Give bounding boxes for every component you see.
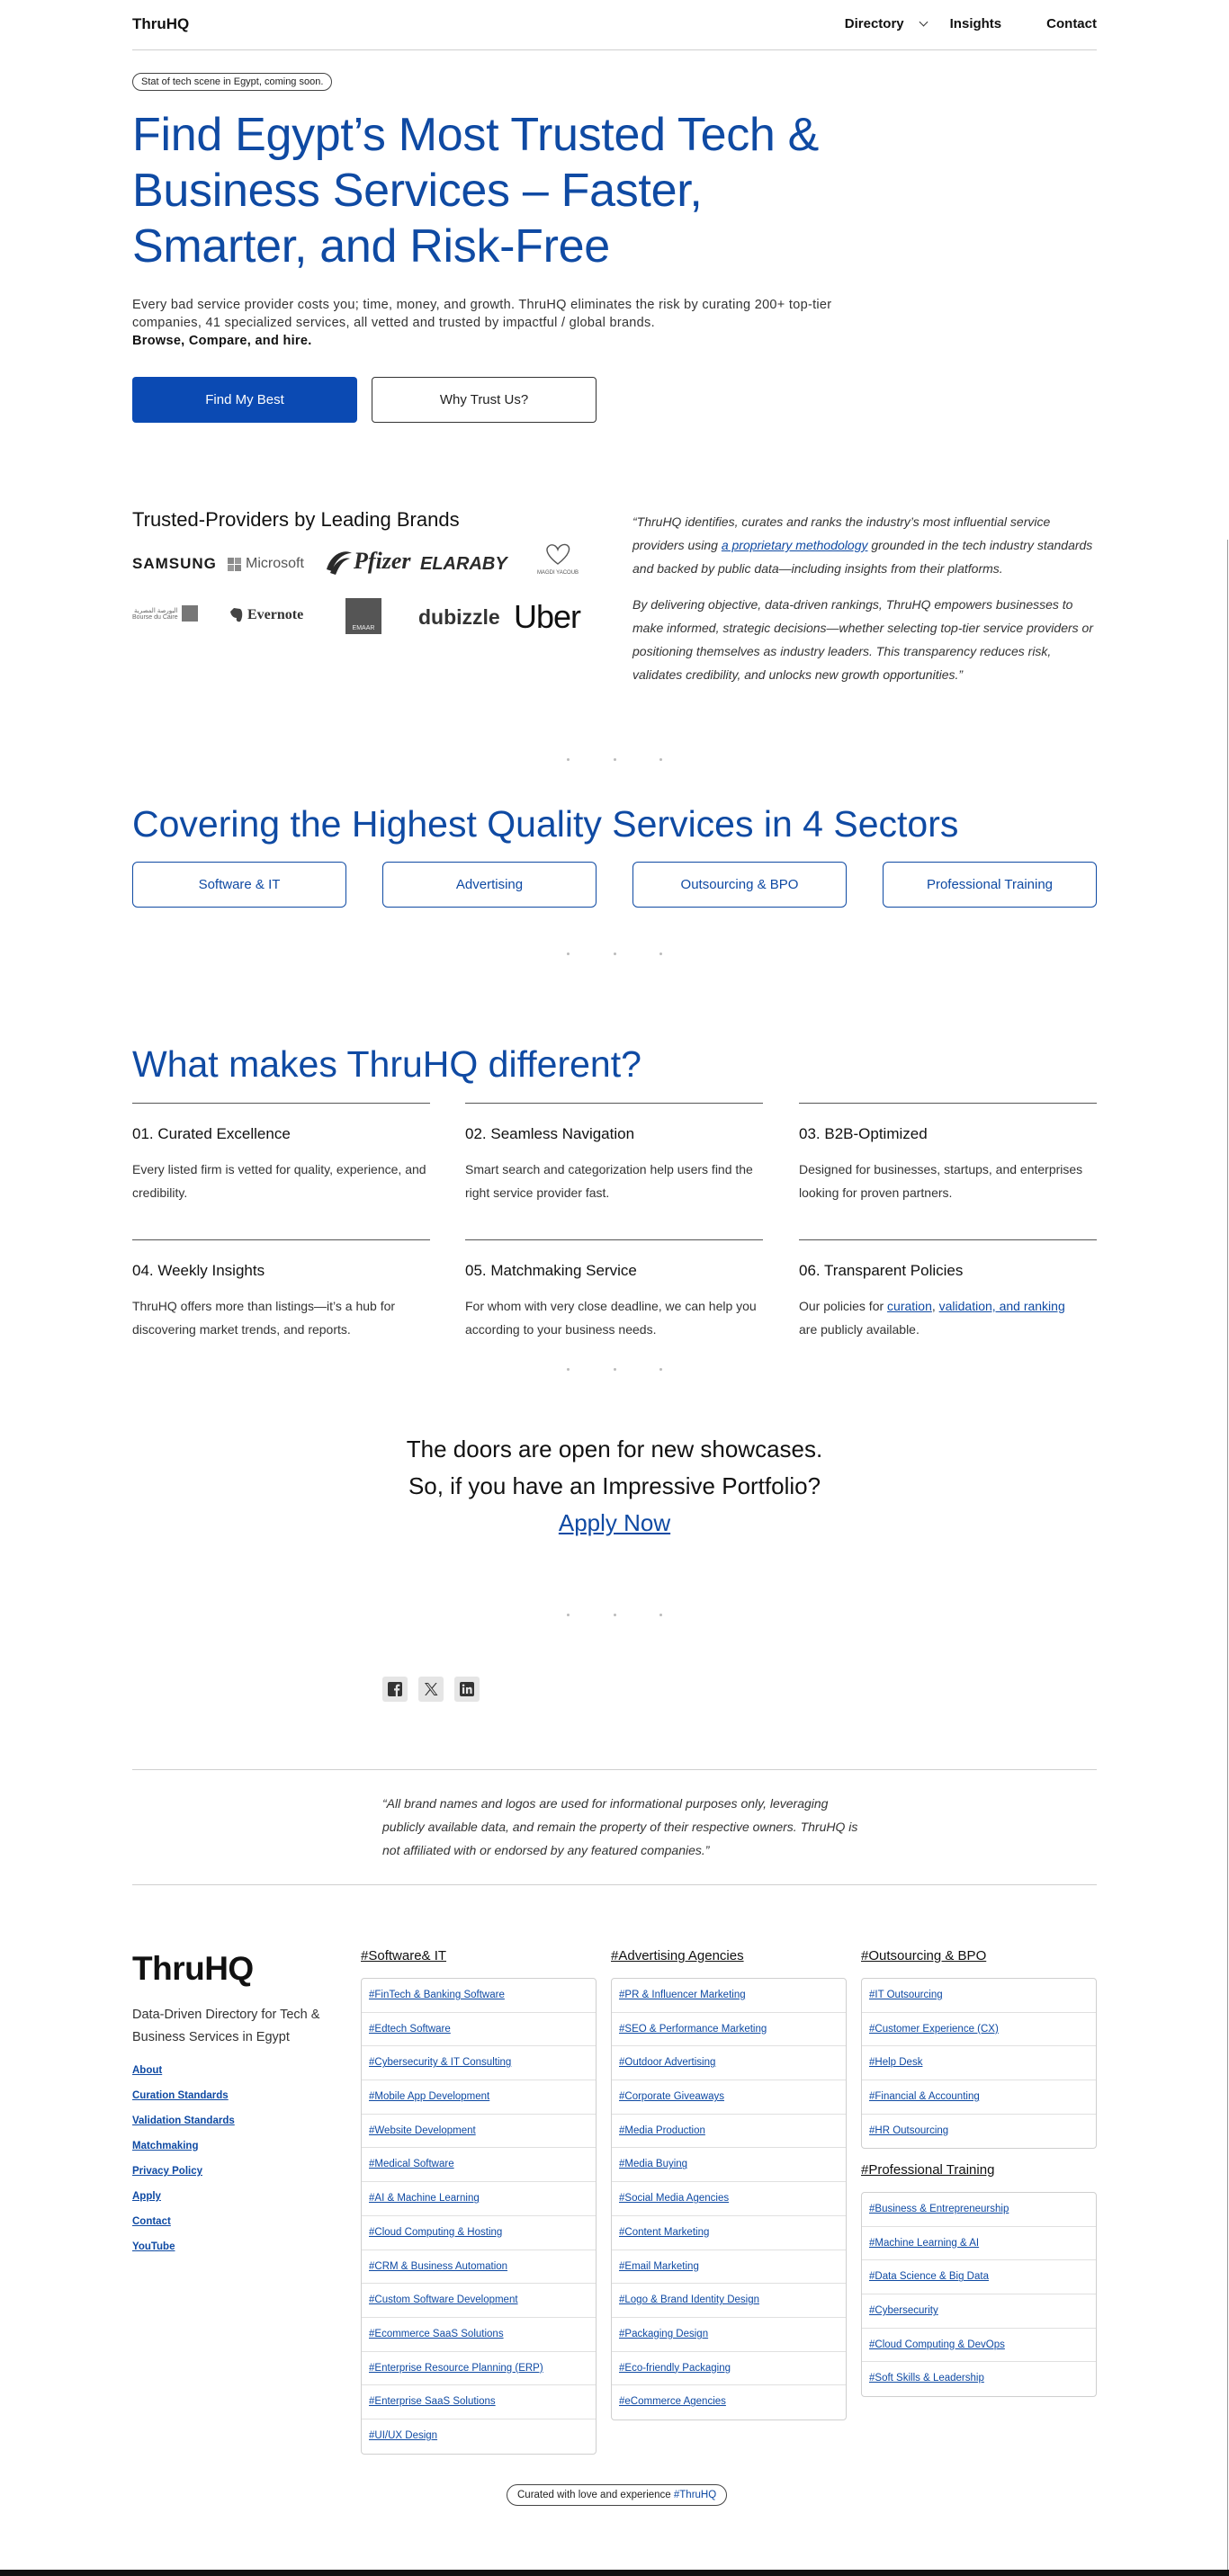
emaar-logo xyxy=(345,598,381,634)
nav-directory[interactable] xyxy=(845,16,927,31)
footer-category-link[interactable]: #Cloud Computing & Hosting xyxy=(362,2216,596,2250)
footer-category-link[interactable]: #HR Outsourcing xyxy=(869,2124,949,2136)
quote-p1-text: “ThruHQ identifies, curates and ranks the industry’s most influential service providers using xyxy=(632,514,1051,552)
footer-category-link[interactable]: #Help Desk xyxy=(862,2046,1096,2080)
brands-title: Trusted-Providers by Leading Brands xyxy=(132,508,460,531)
sector-outsourcing-button[interactable]: Outsourcing & BPO xyxy=(632,862,847,908)
footer-link-apply[interactable]: Apply xyxy=(132,2191,161,2202)
footer-category-link[interactable]: #Media Buying xyxy=(612,2148,846,2182)
footer-category-link[interactable]: #AI & Machine Learning xyxy=(362,2182,596,2216)
footer-training-list xyxy=(861,2192,1097,2397)
footer-category-link[interactable]: #Business & Entrepreneurship xyxy=(862,2193,1096,2227)
feature-card xyxy=(799,1239,1097,1341)
footer-category-link[interactable]: #UI/UX Design xyxy=(369,2429,438,2441)
pfizer-swoosh-icon xyxy=(323,546,354,577)
footer-link-validation-standards[interactable]: Validation Standards xyxy=(132,2115,235,2126)
evernote-logo-text: Evernote xyxy=(247,607,304,622)
feature-text: ThruHQ offers more than listings—it’s a hub for discovering market trends, and reports. xyxy=(132,1299,396,1337)
brand-logos xyxy=(132,544,600,643)
footer-software-list xyxy=(361,1978,597,2455)
feature-card xyxy=(132,1103,430,1204)
footer-category-link[interactable]: #Website Development xyxy=(362,2115,596,2149)
site-header xyxy=(132,0,1097,50)
uber-logo: Uber xyxy=(514,598,581,635)
cairo-bourse-arabic: البورصة المصرية xyxy=(134,607,178,614)
hero-subtitle-bold: Browse, Compare, and hire. xyxy=(132,334,312,348)
footer-link-curation-standards[interactable]: Curation Standards xyxy=(132,2090,229,2101)
feature-text: Designed for businesses, startups, and enterprises looking for proven partners. xyxy=(799,1162,1083,1200)
footer-category-link[interactable]: #Financial & Accounting xyxy=(862,2080,1096,2115)
microsoft-grid-icon xyxy=(228,558,241,571)
methodology-quote xyxy=(632,510,1097,686)
policies-text: Our policies for xyxy=(799,1299,888,1313)
x-icon[interactable] xyxy=(418,1677,444,1702)
feature-title: 05. Matchmaking Service xyxy=(465,1262,637,1279)
hero-subtitle xyxy=(132,296,834,350)
footer-tagline: Data-Driven Directory for Tech & Business Services in Egypt xyxy=(132,2008,320,2044)
footer-category-link[interactable]: #Email Marketing xyxy=(612,2250,846,2285)
evernote-elephant-icon xyxy=(228,607,244,623)
footer-category-link[interactable]: #Content Marketing xyxy=(612,2216,846,2250)
footer-category-link[interactable]: #Machine Learning & AI xyxy=(862,2227,1096,2261)
page-bottom-bar xyxy=(0,2570,1229,2576)
section-divider-dots xyxy=(567,758,662,762)
facebook-icon[interactable] xyxy=(382,1677,408,1702)
feature-text: For whom with very close deadline, we can help you according to your business needs. xyxy=(465,1299,757,1337)
footer-category-link[interactable]: #Outdoor Advertising xyxy=(612,2046,846,2080)
hero-subtitle-text: Every bad service provider costs you; time, money, and growth. ThruHQ eliminates the risk by curating 200+ top-tier companies, 41 specialized services, all vetted and trusted by impactful / global brands. xyxy=(132,298,832,330)
footer-links xyxy=(132,2064,235,2266)
heart-outline-icon xyxy=(543,542,573,566)
different-title: What makes ThruHQ different? xyxy=(132,1043,641,1085)
elaraby-logo: ELARABY xyxy=(420,554,507,574)
cairo-bourse-mark-icon xyxy=(182,605,198,622)
footer-category-link[interactable]: #Enterprise SaaS Solutions xyxy=(362,2385,596,2419)
policies-after-text: are publicly available. xyxy=(799,1322,920,1337)
sector-training-button[interactable]: Professional Training xyxy=(883,862,1097,908)
footer-link-matchmaking[interactable]: Matchmaking xyxy=(132,2141,199,2151)
nav-insights[interactable]: Insights xyxy=(949,16,1002,31)
magdi-yacoub-logo xyxy=(530,542,586,576)
divider xyxy=(132,1884,1097,1885)
samsung-logo: SAMSUNG xyxy=(132,555,217,572)
section-divider-dots xyxy=(567,1368,662,1372)
footer-category-link[interactable]: #Customer Experience (CX) xyxy=(862,2013,1096,2047)
microsoft-logo-text: Microsoft xyxy=(246,556,304,571)
social-links xyxy=(382,1677,490,1702)
footer-category-link[interactable]: #eCommerce Agencies xyxy=(619,2396,726,2408)
footer-advertising-title[interactable]: #Advertising Agencies xyxy=(611,1948,744,1963)
footer-outsourcing-title[interactable]: #Outsourcing & BPO xyxy=(861,1948,987,1963)
footer-category-link[interactable]: #Ecommerce SaaS Solutions xyxy=(362,2318,596,2352)
feature-title: 06. Transparent Policies xyxy=(799,1262,964,1279)
section-divider-dots xyxy=(567,1614,662,1617)
footer-category-link[interactable]: #Media Production xyxy=(612,2115,846,2149)
sectors-title: Covering the Highest Quality Services in 4 Sectors xyxy=(132,803,959,845)
footer-category-link[interactable]: #Enterprise Resource Planning (ERP) xyxy=(362,2352,596,2386)
header-logo[interactable]: ThruHQ xyxy=(132,15,190,32)
footer-category-link[interactable]: #Packaging Design xyxy=(612,2318,846,2352)
cairo-bourse-logo xyxy=(132,605,198,622)
footer-category-link[interactable]: #PR & Influencer Marketing xyxy=(612,1979,846,2013)
nav-directory-label: Directory xyxy=(844,16,904,31)
feature-card xyxy=(465,1239,763,1341)
footer-training-title[interactable]: #Professional Training xyxy=(861,2162,995,2178)
quote-paragraph-2: By delivering objective, data-driven rankings, ThruHQ empowers businesses to make informed, strategic decisions—whether selecting top-tier service providers or positioning themselves as industry leaders. This transparency reduces risk, validates credibility, and unlocks new growth opportunities.” xyxy=(632,597,1093,682)
footer-category-link[interactable]: #Mobile App Development xyxy=(362,2080,596,2115)
footer-link-about[interactable]: About xyxy=(132,2065,163,2076)
section-divider-dots xyxy=(567,953,662,956)
methodology-link[interactable]: a proprietary methodology xyxy=(721,538,868,552)
apply-now-link[interactable]: Apply Now xyxy=(558,1509,671,1536)
curated-text: Curated with love and experience xyxy=(517,2490,671,2500)
microsoft-logo xyxy=(228,556,304,572)
footer-category-link[interactable]: #Cybersecurity & IT Consulting xyxy=(362,2046,596,2080)
feature-title: 04. Weekly Insights xyxy=(132,1262,265,1279)
coming-soon-badge: Stat of tech scene in Egypt, coming soon. xyxy=(132,73,332,91)
footer-link-privacy-policy[interactable]: Privacy Policy xyxy=(132,2166,202,2177)
footer-software-title[interactable]: #Software& IT xyxy=(361,1948,447,1963)
footer-category-link[interactable]: #Cybersecurity xyxy=(862,2294,1096,2329)
quote-paragraph-1 xyxy=(632,510,1097,580)
magdi-yacoub-text: MAGDI YACOUB xyxy=(536,570,579,576)
apply-cta xyxy=(132,1431,1097,1542)
curated-hashtag[interactable]: #ThruHQ xyxy=(673,2490,717,2500)
linkedin-icon[interactable] xyxy=(454,1677,480,1702)
sector-buttons xyxy=(132,862,1097,908)
feature-text xyxy=(799,1294,1097,1341)
footer-category-link[interactable]: #SEO & Performance Marketing xyxy=(612,2013,846,2047)
emaar-logo-text: EMAAR xyxy=(352,625,375,631)
footer-category-link[interactable]: #Data Science & Big Data xyxy=(862,2260,1096,2294)
feature-card xyxy=(465,1103,763,1204)
feature-title: 01. Curated Excellence xyxy=(132,1125,291,1142)
footer-advertising-list xyxy=(611,1978,847,2420)
pfizer-logo-text: Pfizer xyxy=(354,548,411,574)
why-trust-us-button[interactable]: Why Trust Us? xyxy=(372,377,597,423)
dubizzle-logo: dubizzle xyxy=(418,605,500,629)
hero-title: Find Egypt’s Most Trusted Tech & Business Services – Faster, Smarter, and Risk-Free xyxy=(132,109,820,273)
footer-category-link[interactable]: #IT Outsourcing xyxy=(862,1979,1096,2013)
feature-title: 02. Seamless Navigation xyxy=(465,1125,635,1142)
footer-category-link[interactable]: #Medical Software xyxy=(362,2148,596,2182)
footer-category-link[interactable]: #Social Media Agencies xyxy=(612,2182,846,2216)
feature-text: Smart search and categorization help users find the right service provider fast. xyxy=(465,1162,753,1200)
footer-category-link[interactable]: #CRM & Business Automation xyxy=(362,2250,596,2285)
feature-card xyxy=(132,1239,430,1341)
validation-ranking-link[interactable]: validation, and ranking xyxy=(938,1299,1065,1313)
cairo-bourse-english: Bourse du Caire xyxy=(132,613,178,621)
pfizer-logo xyxy=(323,546,411,577)
footer-logo[interactable]: ThruHQ xyxy=(132,1950,254,1987)
evernote-logo xyxy=(228,607,303,623)
nav-contact[interactable]: Contact xyxy=(1046,16,1097,31)
footer-category-link[interactable]: #Eco-friendly Packaging xyxy=(612,2352,846,2386)
footer-outsourcing-list xyxy=(861,1978,1097,2149)
footer-link-youtube[interactable]: YouTube xyxy=(132,2241,175,2252)
footer-category-link[interactable]: #Edtech Software xyxy=(362,2013,596,2047)
footer-category-link[interactable]: #Corporate Giveaways xyxy=(612,2080,846,2115)
page-scrollbar-edge xyxy=(1227,540,1228,2572)
footer-category-link[interactable]: #FinTech & Banking Software xyxy=(362,1979,596,2013)
footer-category-link[interactable]: #Cloud Computing & DevOps xyxy=(862,2329,1096,2363)
policies-separator: , xyxy=(931,1299,939,1313)
sector-software-it-button[interactable]: Software & IT xyxy=(132,862,346,908)
feature-text: Every listed firm is vetted for quality, experience, and credibility. xyxy=(132,1162,426,1200)
footer-category-link[interactable]: #Custom Software Development xyxy=(362,2284,596,2318)
divider xyxy=(132,1769,1097,1770)
curation-policy-link[interactable]: curation xyxy=(887,1299,932,1313)
main-nav xyxy=(845,16,1097,31)
cta-line-2: So, if you have an Impressive Portfolio? xyxy=(408,1472,821,1499)
sector-advertising-button[interactable]: Advertising xyxy=(382,862,597,908)
chevron-down-icon xyxy=(919,18,928,27)
feature-card xyxy=(799,1103,1097,1204)
feature-title: 03. B2B-Optimized xyxy=(799,1125,928,1142)
footer-category-link[interactable]: #Logo & Brand Identity Design xyxy=(612,2284,846,2318)
find-my-best-button[interactable]: Find My Best xyxy=(132,377,357,423)
cta-line-1: The doors are open for new showcases. xyxy=(406,1436,823,1462)
footer-category-link[interactable]: #Soft Skills & Leadership xyxy=(869,2373,984,2384)
curated-badge xyxy=(507,2484,727,2506)
brand-disclaimer: “All brand names and logos are used for informational purposes only, leveraging publicly available data, and remain the property of their respective owners. ThruHQ is not affiliated with or endorsed by any featured companies.” xyxy=(382,1796,858,1857)
quote-p1-after-text: grounded in the tech industry standards and backed by public data—including insights from their platforms. xyxy=(632,538,1093,576)
footer-link-contact[interactable]: Contact xyxy=(132,2216,171,2227)
